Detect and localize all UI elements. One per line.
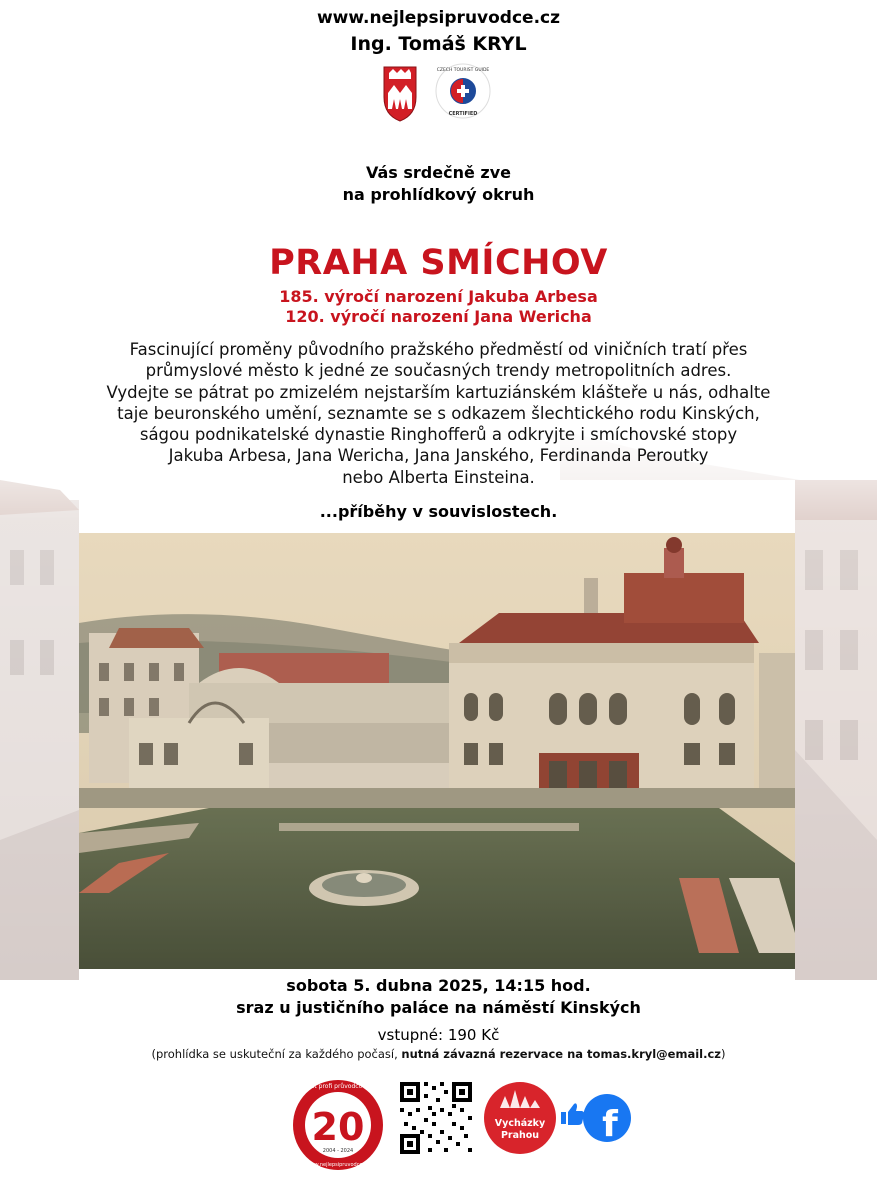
qr-code-icon[interactable] xyxy=(398,1080,474,1156)
description-line: Jakuba Arbesa, Jana Wericha, Jana Janského, Ferdinanda Peroutky xyxy=(168,446,709,466)
author-name: Ing. Tomáš KRYL xyxy=(350,33,527,55)
note-end: ) xyxy=(720,1047,726,1061)
badge-certified-label: CERTIFIED xyxy=(448,111,478,117)
description xyxy=(0,339,877,488)
header-logos xyxy=(378,63,498,123)
description-line: průmyslové město k jedné ze současných trendy metropolitních adres. xyxy=(145,361,732,381)
facebook-letter: f xyxy=(602,1104,618,1145)
description-line: nebo Alberta Einsteina. xyxy=(342,467,535,487)
vychazky-line-1: Vycházky xyxy=(494,1118,546,1129)
subtitles xyxy=(0,287,877,327)
badge-text-label: CZECH TOURIST GUIDE xyxy=(436,68,490,73)
anniversary-site: www.nejlepsipruvodce.cz xyxy=(306,1162,370,1168)
website-url[interactable]: www.nejlepsipruvodce.cz xyxy=(316,8,561,28)
subtitle-werich: 120. výročí narození Jana Wericha xyxy=(285,307,592,326)
coat-of-arms-icon xyxy=(384,67,416,121)
facebook-icon[interactable] xyxy=(583,1094,631,1145)
vychazky-line-2: Prahou xyxy=(500,1130,540,1141)
historic-postcard-smichov-image xyxy=(79,533,795,969)
invite-line-2: na prohlídkový okruh xyxy=(342,185,535,204)
description-line: Fascinující proměny původního pražského předměstí od viničních tratí přes xyxy=(129,340,748,359)
description-line: ságou podnikatelské dynastie Ringhofferů a odkryjte i smíchovské stopy xyxy=(139,425,738,445)
note-reservation[interactable]: nutná závazná rezervace na tomas.kryl@email.cz xyxy=(401,1047,721,1061)
event-date: sobota 5. dubna 2025, 14:15 hod. xyxy=(286,976,591,995)
page-title: PRAHA SMÍCHOV xyxy=(269,243,608,283)
description-line: taje beuronského umění, seznamte se s odkazem šlechtického rodu Kinských, xyxy=(117,403,760,423)
invitation-text xyxy=(0,162,877,206)
thumbs-up-icon[interactable] xyxy=(561,1103,584,1125)
anniversary-badge-icon xyxy=(293,1080,383,1170)
tagline: ...příběhy v souvislostech. xyxy=(319,502,558,521)
admission-price: vstupné: 190 Kč xyxy=(377,1026,500,1044)
footer-logos xyxy=(290,1078,640,1173)
invite-line-1: Vás srdečně zve xyxy=(365,163,511,182)
anniversary-years: 2004 - 2024 xyxy=(322,1148,354,1154)
anniversary-top-text: 20 let profi průvodcovství xyxy=(299,1083,377,1090)
description-line: Vydejte se pátrat po zmizelém nejstarším kartuziánském klášteře u nás, odhalte xyxy=(106,382,771,402)
note-weather: (prohlídka se uskuteční za každého počasí, xyxy=(151,1047,402,1061)
anniversary-number: 20 xyxy=(311,1105,365,1149)
meeting-point: sraz u justičního paláce na náměstí Kinských xyxy=(236,998,641,1017)
vychazky-prahou-logo[interactable] xyxy=(484,1082,556,1154)
reservation-note xyxy=(0,1047,877,1061)
subtitle-arbes: 185. výročí narození Jakuba Arbesa xyxy=(279,287,598,306)
